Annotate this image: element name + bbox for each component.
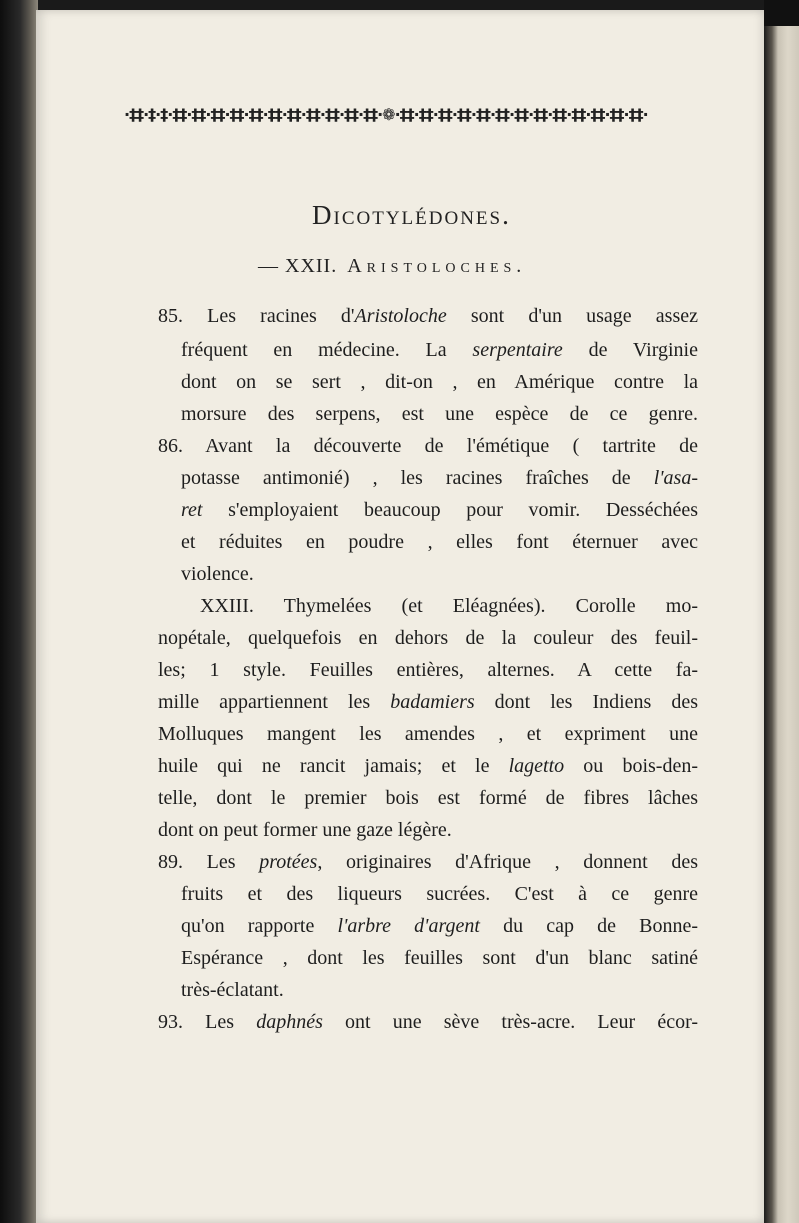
text-segment: s'employaient beaucoup pour vomir. Desséchées (202, 499, 698, 521)
text-line (158, 718, 698, 750)
italic-term: l'arbre d'argent (337, 915, 480, 937)
text-segment: violence. (181, 563, 254, 585)
italic-term: lagetto (508, 755, 565, 777)
text-segment: ont une sève très-acre. Leur écor- (322, 1011, 698, 1033)
text-line (181, 366, 698, 398)
text-segment: , originaires d'Afrique , donnent des (317, 851, 698, 873)
text-line (158, 622, 698, 654)
text-segment: Avant la découverte de l'émétique ( tartrite de (183, 435, 698, 457)
text-segment: Molluques mangent les amendes , et expriment une (158, 723, 698, 745)
text-segment: de Virginie (562, 339, 698, 361)
italic-term: l'asa- (653, 467, 698, 489)
text-line (158, 300, 698, 332)
text-segment: mille appartiennent les (158, 691, 391, 713)
text-segment: Les (183, 1011, 257, 1033)
paragraph-number: 86. (158, 435, 183, 457)
text-segment: dont on se sert , dit-on , en Amérique contre la (181, 371, 698, 393)
decorative-ornament-band: ·‡‡·‡·‡·‡‡·‡‡·‡‡·‡‡·‡‡·‡‡·‡‡·‡‡·‡‡·‡‡·‡‡·❁·‡‡·‡‡·‡‡·‡‡·‡‡·‡‡·‡‡·‡‡·‡‡·‡‡·‡‡·‡‡·‡‡· (124, 105, 648, 124)
text-line (158, 1006, 698, 1038)
text-line (181, 910, 698, 942)
text-segment: Les racines d' (183, 305, 355, 327)
text-segment: XXIII. Thymelées (et Eléagnées). Corolle mo- (200, 595, 698, 617)
text-line (181, 462, 698, 494)
text-segment: qu'on rapporte (181, 915, 338, 937)
text-line (181, 494, 698, 526)
text-segment: et réduites en poudre , elles font éternuer avec (181, 531, 698, 553)
text-line (200, 590, 698, 622)
italic-term: ret (181, 499, 203, 521)
text-segment: dont on peut former une gaze légère. (158, 819, 452, 841)
paragraph-number: 93. (158, 1011, 183, 1033)
text-segment: Espérance , dont les feuilles sont d'un blanc satiné (181, 947, 698, 969)
text-line (181, 526, 698, 558)
text-line (181, 878, 698, 910)
section-title: Dicotylédones. (312, 200, 511, 230)
text-line (158, 686, 698, 718)
right-page-edge-top (764, 0, 799, 26)
paragraph-number: 85. (158, 305, 183, 327)
italic-term: protées (259, 851, 318, 873)
text-segment: morsure des serpens, est une espèce de ce genre. (181, 403, 698, 425)
paragraph-number: 89. (158, 851, 183, 873)
text-line (181, 558, 254, 590)
text-line (181, 334, 698, 366)
italic-term: serpentaire (472, 339, 563, 361)
text-segment: telle, dont le premier bois est formé de fibres lâches (158, 787, 698, 809)
text-line (158, 814, 452, 846)
text-segment: fréquent en médecine. La (181, 339, 473, 361)
text-segment: fruits et des liqueurs sucrées. C'est à ce genre (181, 883, 698, 905)
italic-term: badamiers (390, 691, 475, 713)
text-segment: ou bois-den- (564, 755, 698, 777)
text-segment: huile qui ne rancit jamais; et le (158, 755, 509, 777)
text-segment: sont d'un usage assez (446, 305, 698, 327)
text-line (158, 654, 698, 686)
text-line (181, 974, 284, 1006)
text-segment: potasse antimonié) , les racines fraîches de (181, 467, 654, 489)
text-segment: Les (183, 851, 260, 873)
text-line (158, 782, 698, 814)
text-segment: très-éclatant. (181, 979, 284, 1001)
family-heading-xxii (258, 255, 526, 278)
family-name: Aristoloches. (347, 255, 527, 277)
family-number: — XXII. (258, 255, 338, 277)
text-segment: du cap de Bonne- (479, 915, 699, 937)
text-line (158, 846, 698, 878)
book-spine-shadow (0, 0, 38, 1223)
text-segment: dont les Indiens des (474, 691, 698, 713)
text-line (158, 750, 698, 782)
italic-term: Aristoloche (354, 305, 447, 327)
text-line (158, 430, 698, 462)
text-line (181, 398, 698, 430)
next-page-edge (764, 26, 799, 1223)
text-segment: nopétale, quelquefois en dehors de la couleur des feuil- (158, 627, 698, 649)
text-segment: les; 1 style. Feuilles entières, alternes. A cette fa- (158, 659, 698, 681)
text-line (181, 942, 698, 974)
italic-term: daphnés (256, 1011, 323, 1033)
